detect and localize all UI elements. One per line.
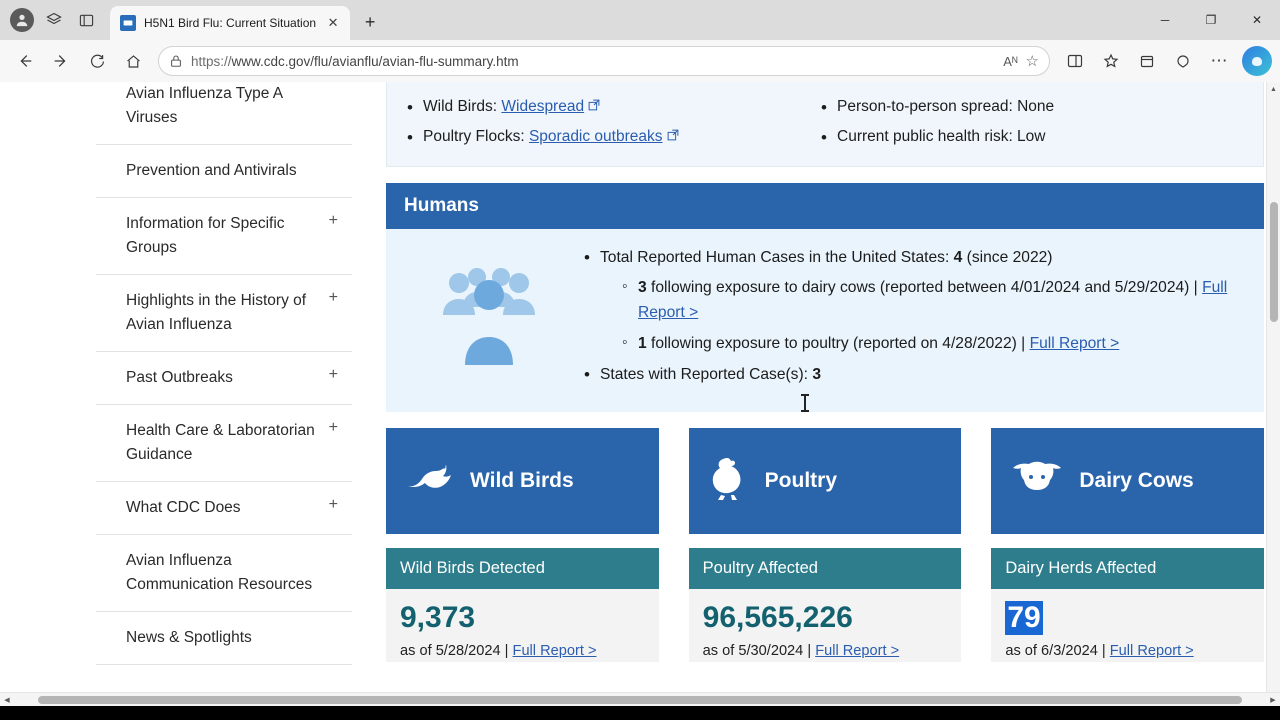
fact-label: Wild Birds: [423, 98, 502, 115]
horizontal-scroll-thumb[interactable] [38, 696, 1242, 704]
tile-dairy-cows[interactable] [991, 428, 1264, 534]
card-header: Poultry Affected [689, 548, 962, 589]
horizontal-scroll-track[interactable] [14, 693, 1266, 706]
expand-plus-icon[interactable]: + [328, 366, 338, 384]
cases-poultry [622, 331, 1246, 356]
sidebar-item-highlights-in-the-history-of-avian-influenza[interactable] [96, 275, 352, 352]
expand-plus-icon[interactable]: + [328, 212, 338, 230]
total-cases-label: Total Reported Human Cases in the United States: [600, 249, 954, 267]
chicken-icon [707, 454, 751, 507]
sidebar-item-label: Highlights in the History of Avian Influenza [126, 292, 307, 334]
tab-title: H5N1 Bird Flu: Current Situation [144, 16, 317, 30]
cdc-page [0, 82, 1280, 706]
fact-person-to-person: • Person-to-person spread: None [819, 92, 1054, 122]
facts-column-right [819, 92, 1054, 152]
home-button[interactable] [116, 45, 150, 77]
vertical-scrollbar[interactable] [1266, 82, 1280, 706]
sidebar-item-avian-influenza-communication-resources[interactable] [96, 535, 352, 612]
expand-plus-icon[interactable]: + [328, 419, 338, 437]
card-subtext [1005, 641, 1250, 662]
page-main-content [352, 82, 1280, 706]
close-icon[interactable]: ✕ [327, 15, 339, 30]
site-info-icon[interactable] [169, 54, 183, 68]
url-scheme: https:// [191, 53, 232, 69]
card-header: Wild Birds Detected [386, 548, 659, 589]
tile-label: Wild Birds [470, 468, 574, 492]
tab-favicon-icon [120, 15, 136, 31]
settings-and-more-button[interactable]: ⋯ [1210, 51, 1228, 70]
wild-birds-status-link[interactable]: Widespread [501, 98, 585, 115]
sidebar-item-health-care-and-laboratorian-guidance[interactable] [96, 405, 352, 482]
navigation-bar [0, 40, 1280, 82]
new-tab-button[interactable]: + [364, 11, 376, 32]
text-cursor [804, 394, 806, 412]
tab-strip [0, 0, 1280, 40]
situation-facts-box [386, 82, 1264, 167]
card-number: 96,565,226 [702, 600, 853, 634]
avatar [10, 8, 34, 32]
fact-poultry-flocks [405, 122, 795, 152]
card-as-of: as of 5/28/2024 | [400, 643, 513, 660]
sidebar-item-information-for-specific-groups[interactable] [96, 198, 352, 275]
external-link-icon [588, 92, 600, 122]
humans-panel-body [386, 229, 1264, 411]
card-full-report-link[interactable]: Full Report > [512, 643, 597, 660]
back-button[interactable] [8, 45, 42, 77]
sidebar-item-what-cdc-does[interactable] [96, 482, 352, 535]
states-with-cases [584, 362, 1246, 387]
poultry-case-text: following exposure to poultry (reported on 4/28/2022) | [646, 335, 1030, 353]
facts-column-left [405, 92, 795, 152]
states-value: 3 [812, 366, 822, 384]
read-aloud-icon[interactable]: Aᴺ [1003, 53, 1018, 69]
minimize-button[interactable]: ─ [1160, 13, 1170, 27]
page-left-gutter [0, 82, 96, 706]
poultry-full-report-link[interactable]: Full Report > [1029, 335, 1120, 353]
sidebar-item-label: Prevention and Antivirals [126, 162, 297, 180]
url-rest: www.cdc.gov/flu/avianflu/avian-flu-summary.htm [231, 53, 519, 69]
total-reported-cases [584, 245, 1246, 356]
bird-icon [404, 456, 456, 505]
fact-label: Poultry Flocks: [423, 128, 529, 146]
workspaces-icon[interactable] [38, 4, 70, 36]
fact-wild-birds [405, 92, 795, 122]
tab-actions-icon[interactable] [70, 4, 102, 36]
page-sidebar-nav [96, 82, 352, 706]
cases-dairy-cows [622, 275, 1246, 326]
card-body [386, 589, 659, 663]
tile-poultry[interactable] [689, 428, 962, 534]
tile-label: Dairy Cows [1079, 468, 1194, 492]
humans-panel [386, 183, 1264, 411]
forward-button[interactable] [44, 45, 78, 77]
browser-essentials-icon[interactable] [1166, 45, 1200, 77]
collections-icon[interactable] [1130, 45, 1164, 77]
vertical-scroll-thumb[interactable] [1270, 202, 1278, 322]
profile-avatar-button[interactable] [6, 4, 38, 36]
window-controls [1142, 0, 1280, 40]
sidebar-item-label: What CDC Does [126, 499, 241, 517]
sidebar-item-label: Past Outbreaks [126, 369, 233, 387]
card-full-report-link[interactable]: Full Report > [815, 643, 900, 660]
cow-icon [1009, 458, 1065, 503]
tile-label: Poultry [764, 468, 838, 492]
card-number[interactable]: 79 [1007, 600, 1041, 634]
card-header: Dairy Herds Affected [991, 548, 1264, 589]
scroll-right-arrow[interactable]: ▶ [1270, 696, 1276, 704]
scroll-up-arrow[interactable]: ▲ [1270, 85, 1277, 93]
people-group-icon [404, 245, 574, 389]
dairy-case-count: 3 [638, 278, 647, 296]
card-as-of: as of 5/30/2024 | [702, 643, 816, 660]
card-body [991, 589, 1264, 663]
sidebar-item-news-and-spotlights[interactable] [96, 612, 352, 665]
split-screen-icon[interactable] [1058, 45, 1092, 77]
favorites-icon[interactable] [1094, 45, 1128, 77]
external-link-icon [667, 122, 679, 152]
expand-plus-icon[interactable]: + [328, 289, 338, 307]
card-dairy-herds-affected [991, 548, 1264, 663]
screen-letterbox [0, 706, 1280, 720]
poultry-status-link[interactable]: Sporadic outbreaks [528, 128, 663, 146]
restore-button[interactable]: ❐ [1205, 13, 1217, 27]
scroll-left-arrow[interactable]: ◀ [4, 696, 10, 704]
card-subtext [400, 641, 645, 662]
card-as-of: as of 6/3/2024 | [1005, 643, 1110, 660]
sidebar-item-label: Avian Influenza Type A Viruses [126, 85, 283, 127]
favorite-star-icon[interactable]: ☆ [1025, 53, 1039, 70]
category-tiles [386, 428, 1264, 534]
total-cases-note: (since 2022) [962, 249, 1053, 267]
sidebar-item-label: Information for Specific Groups [126, 215, 285, 257]
humans-stats-list [584, 245, 1246, 389]
card-body [689, 589, 962, 663]
browser-tab[interactable] [110, 6, 350, 40]
sidebar-item-label: News & Spotlights [126, 629, 252, 647]
reload-button[interactable] [80, 45, 114, 77]
sidebar-item-label: Health Care & Laboratorian Guidance [126, 422, 315, 464]
sidebar-item-label: Avian Influenza Communication Resources [126, 552, 313, 594]
expand-plus-icon[interactable]: + [328, 496, 338, 514]
card-number: 9,373 [400, 600, 476, 634]
dairy-case-text: following exposure to dairy cows (reported between 4/01/2024 and 5/29/2024) | [646, 278, 1203, 296]
horizontal-scrollbar[interactable] [0, 692, 1280, 706]
address-text [191, 54, 995, 69]
sidebar-item-avian-influenza-type-a-viruses[interactable] [96, 82, 352, 145]
sidebar-item-past-outbreaks[interactable] [96, 352, 352, 405]
dairy-full-report-link[interactable]: Full Report > [638, 278, 1228, 321]
card-poultry-affected [689, 548, 962, 663]
stat-cards [386, 548, 1264, 663]
fact-public-health-risk: • Current public health risk: Low [819, 122, 1054, 152]
total-cases-value: 4 [953, 249, 963, 267]
tile-wild-birds[interactable] [386, 428, 659, 534]
address-bar[interactable] [158, 46, 1050, 76]
humans-panel-title: Humans [386, 183, 1264, 229]
window-close-button[interactable]: ✕ [1251, 13, 1263, 27]
page-viewport [0, 82, 1280, 706]
states-label: States with Reported Case(s): [600, 366, 813, 384]
card-subtext [703, 641, 948, 662]
card-wild-birds-detected [386, 548, 659, 663]
card-full-report-link[interactable]: Full Report > [1109, 643, 1194, 660]
poultry-case-count: 1 [638, 335, 647, 353]
copilot-icon[interactable] [1242, 46, 1272, 76]
sidebar-item-prevention-and-antivirals[interactable] [96, 145, 352, 198]
